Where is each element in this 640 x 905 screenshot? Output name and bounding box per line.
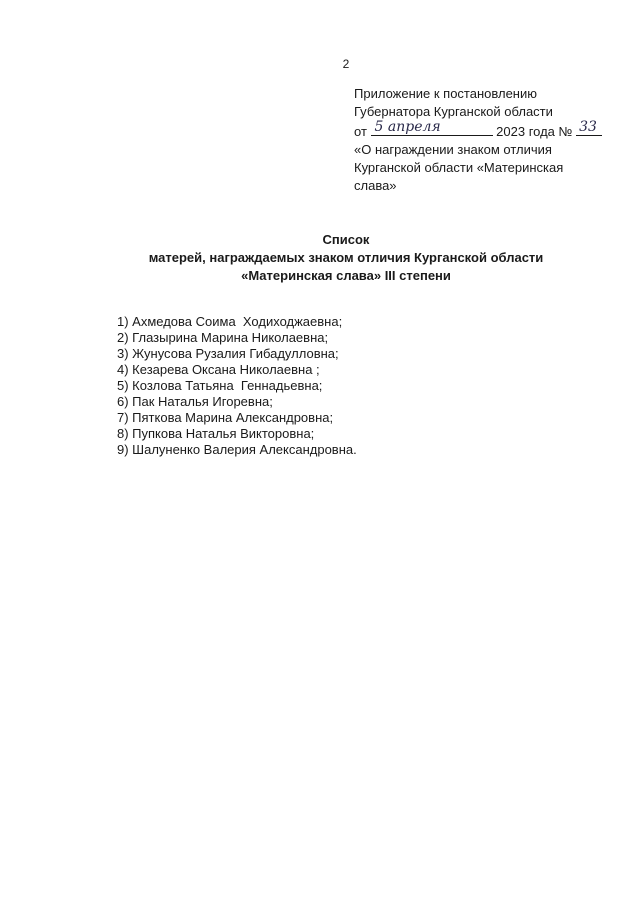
title-line-3: «Материнская слава» III степени bbox=[241, 268, 451, 283]
list-item: 3) Жунусова Рузалия Гибадулловна; bbox=[117, 346, 339, 361]
appendix-line-6: слава» bbox=[354, 178, 397, 193]
appendix-date-line bbox=[354, 121, 624, 141]
appendix-line-1: Приложение к постановлению bbox=[354, 86, 537, 101]
list-item: 9) Шалуненко Валерия Александровна. bbox=[117, 442, 357, 457]
list-item: 5) Козлова Татьяна Геннадьевна; bbox=[117, 378, 323, 393]
handwritten-date: 5 апреля bbox=[374, 119, 441, 135]
appendix-line-2: Губернатора Курганской области bbox=[354, 104, 553, 119]
list-item: 2) Глазырина Марина Николаевна; bbox=[117, 330, 329, 345]
year-text: 2023 года № bbox=[496, 124, 573, 139]
recipient-list bbox=[117, 314, 357, 458]
list-item: 1) Ахмедова Соима Ходиходжаевна; bbox=[117, 314, 343, 329]
from-label: от bbox=[354, 124, 367, 139]
page-number: 2 bbox=[342, 57, 350, 71]
appendix-header bbox=[354, 85, 624, 195]
date-blank bbox=[371, 121, 493, 136]
list-item: 8) Пупкова Наталья Викторовна; bbox=[117, 426, 315, 441]
list-item: 6) Пак Наталья Игоревна; bbox=[117, 394, 273, 409]
appendix-line-4: «О награждении знаком отличия bbox=[354, 142, 552, 157]
title-line-2: матерей, награждаемых знаком отличия Курганской области bbox=[148, 250, 544, 265]
title-line-1: Список bbox=[322, 232, 370, 247]
list-item: 7) Пяткова Марина Александровна; bbox=[117, 410, 334, 425]
document-title bbox=[0, 231, 640, 285]
handwritten-number: 33 bbox=[579, 119, 597, 135]
appendix-line-5: Курганской области «Материнская bbox=[354, 160, 564, 175]
list-item: 4) Кезарева Оксана Николаевна ; bbox=[117, 362, 320, 377]
number-blank bbox=[576, 121, 602, 136]
